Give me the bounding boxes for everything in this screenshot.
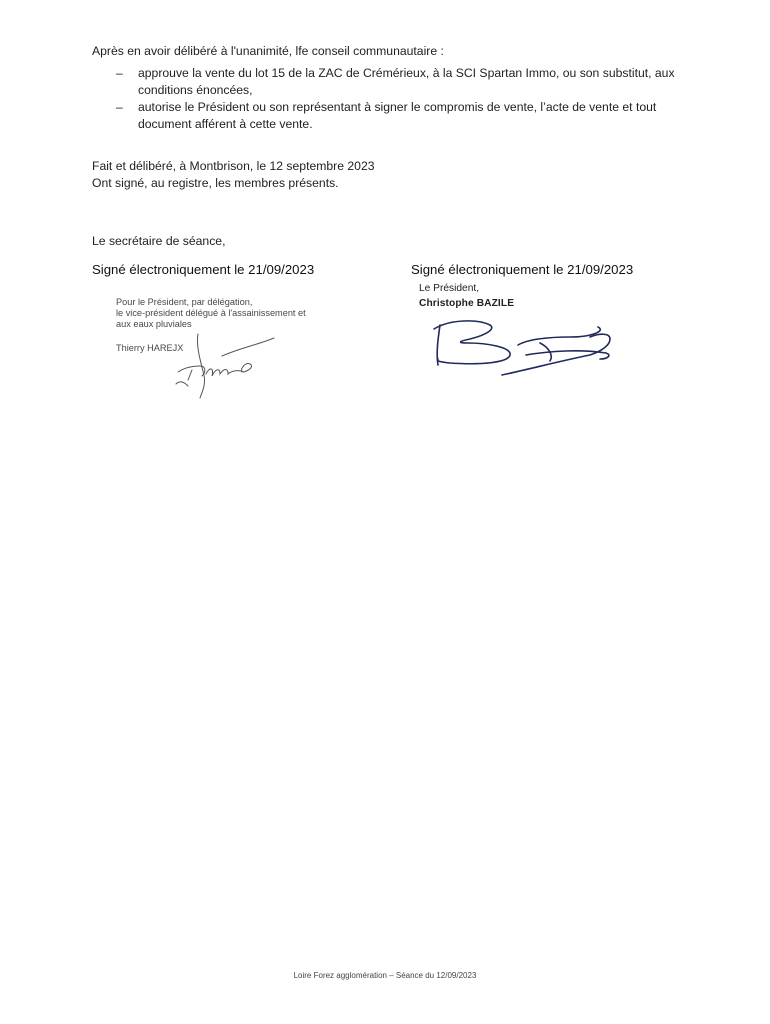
signed-label-right: Signé électroniquement le 21/09/2023 — [411, 262, 634, 277]
ont-signe: Ont signé, au registre, les membres présents. — [92, 176, 339, 190]
fait-et-delibere: Fait et délibéré, à Montbrison, le 12 septembre 2023 — [92, 159, 375, 173]
president-title: Le Président, — [419, 283, 480, 294]
page-footer: Loire Forez agglomération – Séance du 12/09/2023 — [293, 971, 477, 980]
signer-name-left: Thierry HAREJX — [116, 343, 184, 353]
list-dash: – — [116, 66, 123, 80]
secretaire-label: Le secrétaire de séance, — [92, 234, 226, 248]
stamp-line: aux eaux pluviales — [116, 319, 192, 329]
decision-list — [116, 65, 676, 133]
list-dash: – — [116, 100, 123, 114]
list-item — [116, 99, 676, 133]
intro-paragraph: Après en avoir délibéré à l'unanimité, lfe conseil communautaire : — [92, 44, 444, 58]
signed-label-left: Signé électroniquement le 21/09/2023 — [92, 262, 315, 277]
signer-name-right: Christophe BAZILE — [419, 298, 515, 309]
decision-text: autorise le Président ou son représentant à signer le compromis de vente, l’acte de vente et tout document afférent à cette vente. — [138, 100, 657, 131]
president-stamp — [419, 281, 514, 311]
list-item — [116, 65, 676, 99]
decision-text: approuve la vente du lot 15 de la ZAC de Crémérieux, à la SCI Spartan Immo, ou son substitut, aux conditions énoncées, — [138, 66, 675, 97]
handwritten-signature-left — [170, 330, 280, 405]
stamp-line: Pour le Président, par délégation, — [116, 297, 253, 307]
stamp-line: le vice-président délégué à l'assainissement et — [116, 308, 306, 318]
handwritten-signature-right — [430, 315, 620, 385]
